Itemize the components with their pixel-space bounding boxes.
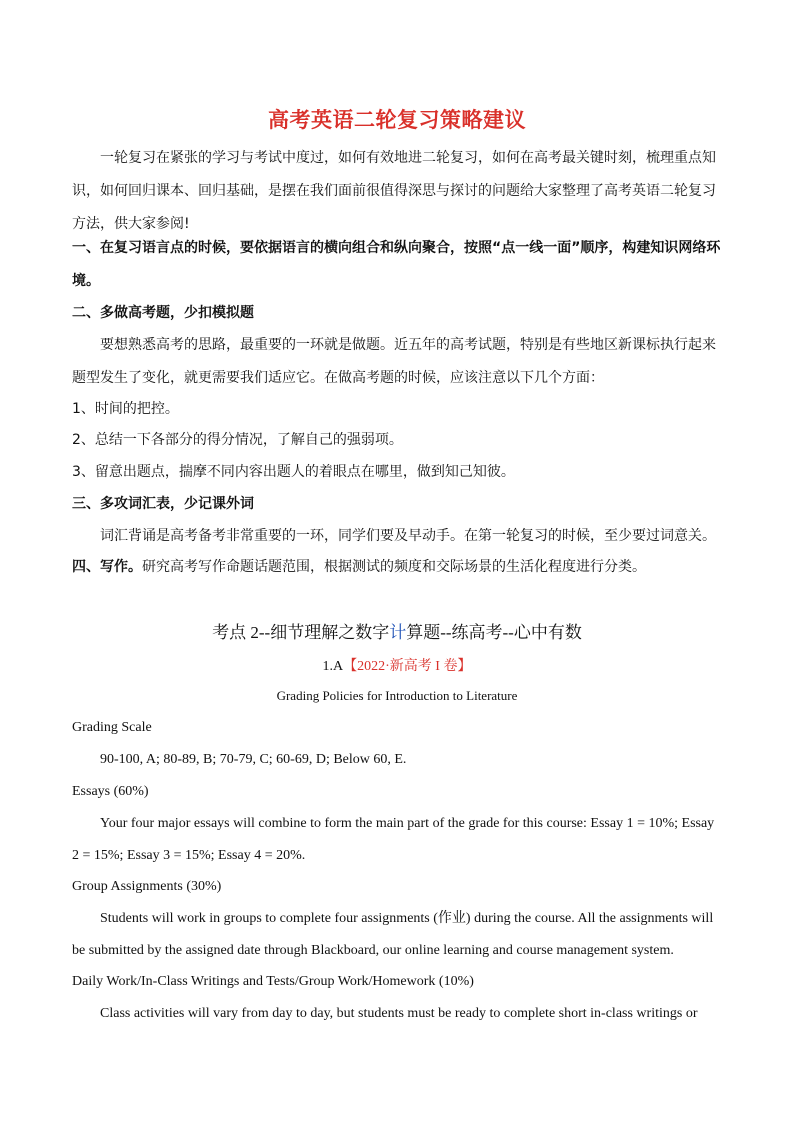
passage-grading-scale-text: 90-100, A; 80-89, B; 70-79, C; 60-69, D; Below 60, E. bbox=[100, 752, 407, 767]
point-4-heading: 四、写作。 bbox=[72, 559, 142, 575]
question-source bbox=[0, 651, 794, 683]
section-title-part2: 计 bbox=[389, 623, 407, 642]
point-2-item-2: 2、总结一下各部分的得分情况，了解自己的强弱项。 bbox=[72, 432, 403, 448]
section-title-part1: 考点 2--细节理解之数字 bbox=[212, 623, 390, 642]
point-2-item-3: 3、留意出题点，揣摩不同内容出题人的着眼点在哪里，做到知己知彼。 bbox=[72, 464, 515, 480]
passage-heading-group-assignments: Group Assignments (30%) bbox=[72, 879, 222, 894]
passage-title: Grading Policies for Introduction to Literature bbox=[276, 688, 518, 703]
question-number: 1.A bbox=[322, 659, 344, 674]
passage-heading-essays: Essays (60%) bbox=[72, 784, 149, 799]
point-4 bbox=[72, 551, 722, 584]
point-3-body: 词汇背诵是高考备考非常重要的一环，同学们要及早动手。在第一轮复习的时候，至少要过词意关。 bbox=[100, 528, 716, 544]
passage-daily-work-text: Class activities will vary from day to day, but students must be ready to complete short in-class writings or bbox=[100, 1006, 698, 1021]
point-4-body: 研究高考写作命题话题范围，根据测试的频度和交际场景的生活化程度进行分类。 bbox=[142, 559, 646, 575]
section-title bbox=[0, 617, 794, 649]
passage-group-assignments-text: Students will work in groups to complete four assignments (作业) during the course. All the assignments will be submitted by the assigned date through Blackboard, our online learning and course management system. bbox=[72, 911, 714, 958]
passage-heading-grading-scale: Grading Scale bbox=[72, 720, 152, 735]
section-title-part3: 算题--练高考--心中有数 bbox=[406, 623, 582, 642]
exam-tag: 【2022·新高考 I 卷】 bbox=[343, 659, 472, 674]
point-2-heading: 二、多做高考题，少扣模拟题 bbox=[72, 305, 254, 321]
point-3-heading: 三、多攻词汇表，少记课外词 bbox=[72, 496, 254, 512]
passage-heading-daily-work: Daily Work/In-Class Writings and Tests/Group Work/Homework (10%) bbox=[72, 974, 474, 989]
point-1: 一、在复习语言点的时候，要依据语言的横向组合和纵向聚合，按照“点一线一面”顺序，构建知识网络环境。 bbox=[72, 240, 721, 289]
passage-essays-text: Your four major essays will combine to form the main part of the grade for this course: Essay 1 = 10%; Essay 2 = 15%; Essay 3 = 15%; Essay 4 = 20%. bbox=[72, 816, 715, 863]
point-2-body: 要想熟悉高考的思路，最重要的一环就是做题。近五年的高考试题，特别是有些地区新课标执行起来题型发生了变化，就更需要我们适应它。在做高考题的时候，应该注意以下几个方面： bbox=[72, 337, 716, 386]
point-2-item-1: 1、时间的把控。 bbox=[72, 401, 179, 417]
document-title: 高考英语二轮复习策略建议 bbox=[268, 108, 526, 132]
intro-paragraph: 一轮复习在紧张的学习与考试中度过，如何有效地进二轮复习，如何在高考最关键时刻，梳理重点知识，如何回归课本、回归基础，是摆在我们面前很值得深思与探讨的问题给大家整理了高考英语二轮复习方法，供大家参阅! bbox=[72, 150, 716, 232]
